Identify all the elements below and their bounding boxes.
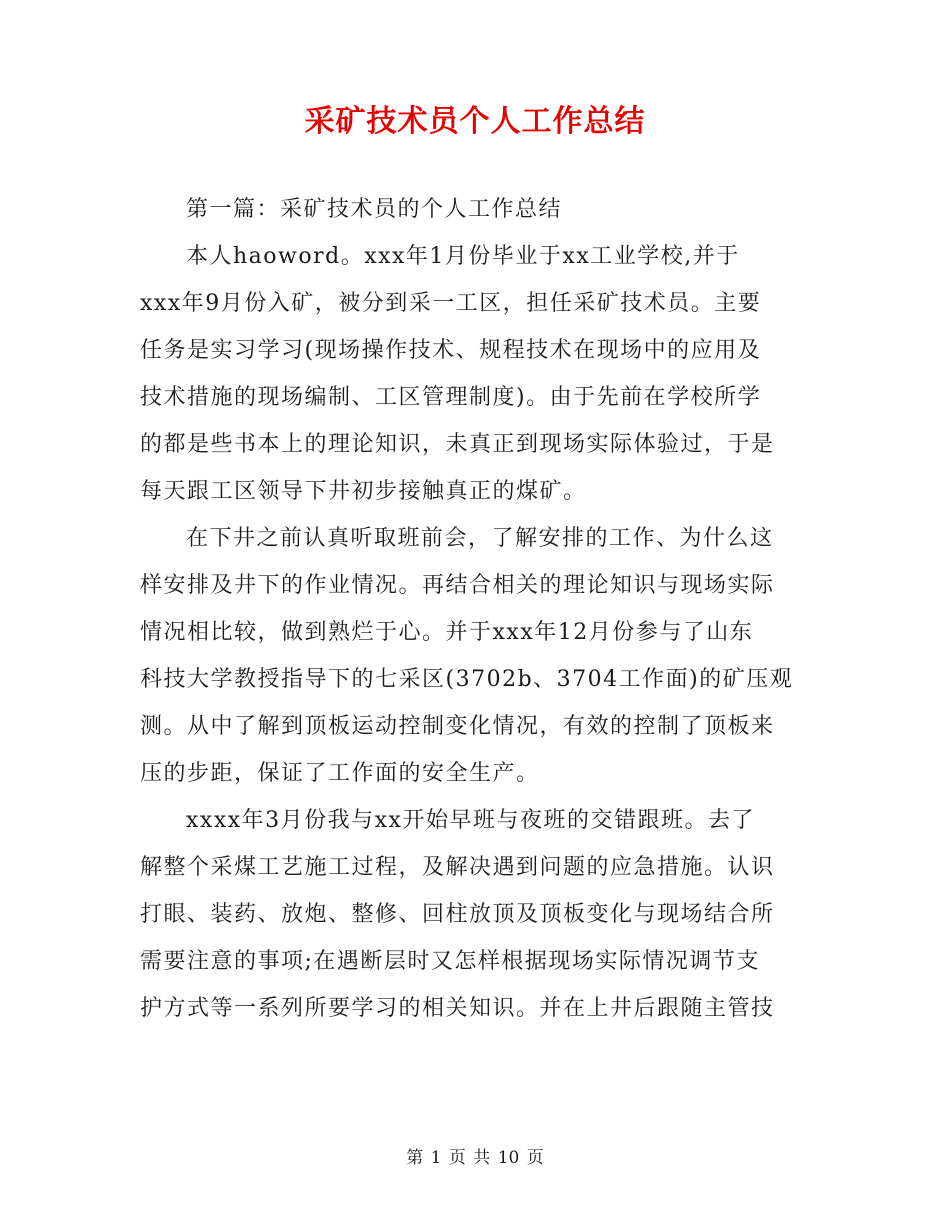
paragraph-line: 每天跟工区领导下井初步接触真正的煤矿。: [140, 479, 587, 504]
paragraph-line: 技术措施的现场编制、工区管理制度)。由于先前在学校所学: [140, 385, 762, 410]
section-heading: 第一篇：采矿技术员的个人工作总结: [186, 197, 563, 222]
paragraph-line: 情况相比较，做到熟烂于心。并于xxx年12月份参与了山东: [140, 620, 754, 645]
paragraph-line: 解整个采煤工艺施工过程，及解决遇到问题的应急措施。认识: [140, 855, 775, 880]
paragraph-line: 在下井之前认真听取班前会，了解安排的工作、为什么这: [186, 526, 774, 551]
paragraph-line: 打眼、装药、放炮、整修、回柱放顶及顶板变化与现场结合所: [140, 902, 775, 927]
paragraph-line: xxxx年3月份我与xx开始早班与夜班的交错跟班。去了: [186, 808, 755, 833]
paragraph-line: 测。从中了解到顶板运动控制变化情况，有效的控制了顶板来: [140, 714, 775, 739]
paragraph-line: 的都是些书本上的理论知识，未真正到现场实际体验过，于是: [140, 432, 775, 457]
paragraph-line: 科技大学教授指导下的七采区(3702b、3704工作面)的矿压观: [140, 667, 794, 692]
page-footer: 第 1 页 共 10 页: [406, 1148, 544, 1168]
paragraph-line: 任务是实习学习(现场操作技术、规程技术在现场中的应用及: [140, 338, 762, 363]
paragraph-line: 本人haoword。xxx年1月份毕业于xx工业学校,并于: [186, 244, 740, 269]
paragraph-line: 护方式等一系列所要学习的相关知识。并在上井后跟随主管技: [140, 996, 775, 1021]
paragraph-line: 样安排及井下的作业情况。再结合相关的理论知识与现场实际: [140, 573, 775, 598]
paragraph-line: 需要注意的事项;在遇断层时又怎样根据现场实际情况调节支: [140, 949, 760, 974]
paragraph-line: 压的步距，保证了工作面的安全生产。: [140, 761, 540, 786]
document-title: 采矿技术员个人工作总结: [304, 104, 646, 139]
paragraph-line: xxx年9月份入矿，被分到采一工区，担任采矿技术员。主要: [140, 291, 762, 316]
document-body: [140, 186, 812, 1032]
